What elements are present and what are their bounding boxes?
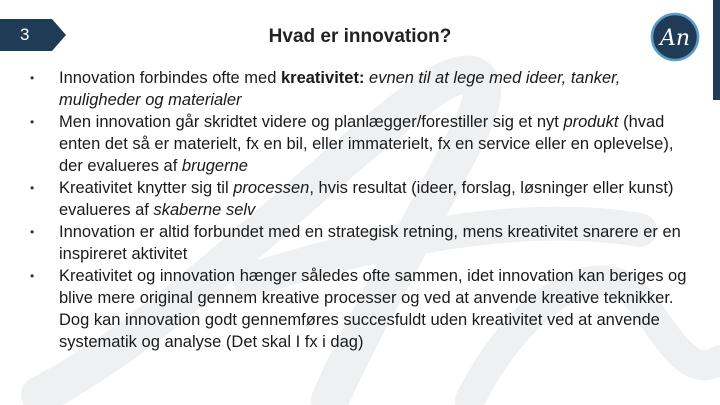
bullet-item [28,221,690,265]
bullet-item [28,177,690,221]
bullet-item [28,67,690,111]
bullet-list [28,67,690,353]
bullet-text: kreativitet: [280,69,365,87]
bullet-text: evnen til at lege med ideer, tanker, muligheder og materialer [59,69,621,109]
bullet-text: Kreativitet knytter sig til [59,179,234,197]
bullet-text: processen [233,179,310,197]
bullet-text: Kreativitet og innovation hænger således ofte sammen, idet innovation kan beriges og blive mere original gennem kreative processer og ved at anvende kreative teknikker. Dog kan innovation godt gennemføres succesfuldt uden kreativitet ved at anvende systematik og analyse (Det skal I fx i dag) [59,267,687,351]
slide-title: Hvad er innovation? [268,26,452,47]
bullet-text: , hvis resultat (ideer, forslag, løsninger eller kunst) evalueres af [59,179,674,219]
bullet-text: skaberne selv [153,201,256,219]
bullet-text: Innovation er altid forbundet med en strategisk retning, mens kreativitet snarere er en inspireret aktivitet [59,223,681,263]
bullet-text: brugerne [181,157,248,175]
brand-logo [650,12,700,62]
logo-monogram: An [659,26,691,51]
bullet-marker: • [30,181,35,195]
slide-number: 3 [20,25,30,44]
bullet-marker: • [30,269,35,283]
bullet-text: (hvad enten det så er materielt, fx en bil, eller immaterielt, fx en service eller en oplevelse), der evalueres af [59,113,674,175]
bullet-marker: • [30,71,35,85]
bullet-marker: • [30,225,35,239]
bullet-item [28,265,690,353]
accent-bar [713,0,720,100]
bullet-text: Men innovation går skridtet videre og planlægger/forestiller sig et nyt [59,113,564,131]
bullet-item [28,111,690,177]
bullet-text: produkt [563,113,619,131]
bullet-text: Innovation forbindes ofte med [59,69,281,87]
bullet-marker: • [30,115,35,129]
